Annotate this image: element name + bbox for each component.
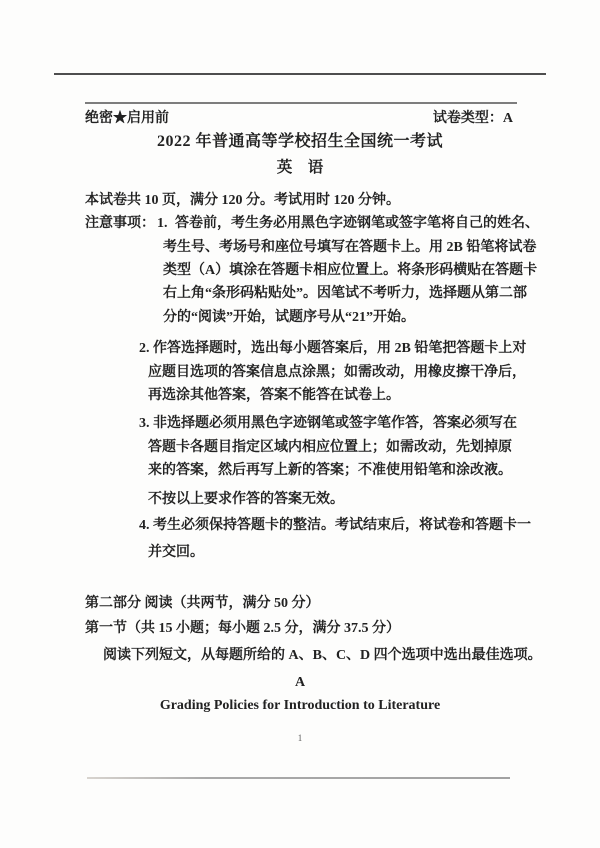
- paper-type-label: 试卷类型：A: [432, 111, 513, 126]
- passage-title: Grading Policies for Introduction to Literature: [159, 698, 441, 713]
- notice-item-3-line-2: 答题卡各题目指定区域内相应位置上；如需改动，先划掉原: [148, 440, 512, 455]
- security-label: 绝密★启用前: [85, 111, 169, 126]
- bottom-rule: [87, 777, 510, 779]
- notice-item-1-line-2: 考生号、考场号和座位号填写在答题卡上。用 2B 铅笔将试卷: [163, 240, 537, 255]
- top-rule: [54, 73, 546, 75]
- notice-item-3-line-4: 不按以上要求作答的答案无效。: [148, 492, 344, 507]
- notice-item-1-line-3: 类型（A）填涂在答题卡相应位置上。将条形码横贴在答题卡: [163, 263, 538, 278]
- reading-instruction: 阅读下列短文，从每题所给的 A、B、C、D 四个选项中选出最佳选项。: [103, 648, 542, 663]
- exam-title: 2022 年普通高等学校招生全国统一考试: [156, 133, 443, 150]
- notice-item-1-line-5: 分的“阅读”开始，试题序号从“21”开始。: [163, 310, 415, 325]
- notice-item-1-line-4: 右上角“条形码粘贴处”。因笔试不考听力，选择题从第二部: [163, 286, 527, 301]
- passage-label: A: [294, 675, 306, 690]
- notice-item-1-num: 1.: [157, 216, 168, 231]
- part-heading: 第二部分 阅读（共两节，满分 50 分）: [85, 596, 320, 611]
- notice-item-3-line-1: 非选择题必须用黑色字迹钢笔或签字笔作答，答案必须写在: [153, 416, 517, 431]
- subject-title: 英 语: [276, 159, 324, 176]
- notice-item-3-num: 3.: [139, 416, 150, 431]
- notice-item-4-num: 4.: [139, 518, 150, 533]
- notice-item-3-line-3: 来的答案，然后再写上新的答案；不准使用铅笔和涂改液。: [148, 463, 512, 478]
- header-rule: [85, 102, 517, 104]
- section-heading: 第一节（共 15 小题；每小题 2.5 分，满分 37.5 分）: [85, 621, 400, 636]
- notice-item-2-line-3: 再选涂其他答案，答案不能答在试卷上。: [148, 388, 400, 403]
- notice-item-4-line-2: 并交回。: [148, 545, 204, 560]
- notice-label: 注意事项：: [85, 216, 155, 231]
- notice-item-2-line-1: 作答选择题时，选出每小题答案后，用 2B 铅笔把答题卡上对: [153, 341, 527, 356]
- notice-item-2-num: 2.: [139, 341, 150, 356]
- notice-item-2-line-2: 应题目选项的答案信息点涂黑；如需改动，用橡皮擦干净后，: [148, 365, 526, 380]
- notice-item-1-line-1: 答卷前，考生务必用黑色字迹钢笔或签字笔将自己的姓名、: [175, 216, 539, 231]
- exam-info: 本试卷共 10 页，满分 120 分。考试用时 120 分钟。: [85, 193, 400, 208]
- notice-item-4-line-1: 考生必须保持答题卡的整洁。考试结束后，将试卷和答题卡一: [153, 518, 531, 533]
- page-number: 1: [297, 733, 303, 743]
